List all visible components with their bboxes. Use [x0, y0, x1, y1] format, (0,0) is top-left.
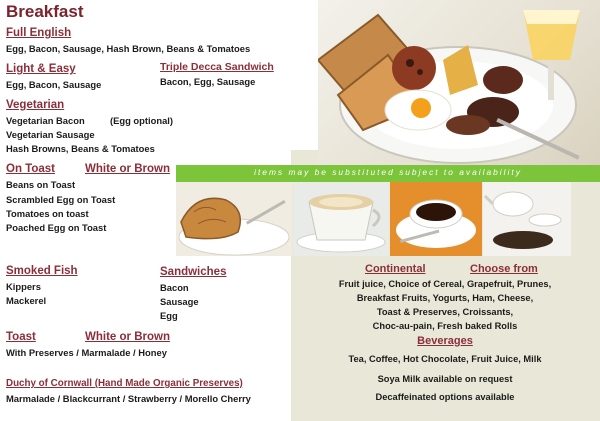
page-title: Breakfast [6, 2, 84, 21]
triple-decca-heading: Triple Decca Sandwich [160, 61, 274, 73]
toast-items: With Preserves / Marmalade / Honey [6, 347, 167, 358]
sandwiches-item: Egg [160, 310, 178, 321]
toast-heading: Toast [6, 331, 36, 343]
light-easy-heading: Light & Easy [6, 63, 76, 75]
availability-banner [176, 165, 600, 182]
on-toast-item: Poached Egg on Toast [6, 222, 107, 233]
on-toast-subheading: White or Brown [85, 163, 170, 175]
on-toast-item: Tomatoes on toast [6, 208, 89, 219]
duchy-items: Marmalade / Blackcurrant / Strawberry / Morello Cherry [6, 393, 251, 404]
sandwiches-item: Bacon [160, 282, 189, 293]
full-english-heading: Full English [6, 27, 72, 39]
continental-heading: Continental [365, 263, 426, 275]
continental-line: Choc-au-pain, Fresh baked Rolls [372, 321, 518, 331]
light-easy-items: Egg, Bacon, Sausage [6, 79, 102, 90]
smoked-fish-item: Mackerel [6, 295, 47, 306]
continental-subheading: Choose from [470, 263, 538, 275]
cappuccino-photo [293, 182, 389, 256]
sandwiches-item: Sausage [160, 296, 199, 307]
duchy-heading: Duchy of Cornwall (Hand Made Organic Preserves) [6, 378, 243, 389]
on-toast-item: Beans on Toast [6, 179, 76, 190]
full-breakfast-photo [318, 0, 600, 168]
continental-line: Breakfast Fruits, Yogurts, Ham, Cheese, [356, 293, 534, 303]
sandwiches-heading: Sandwiches [160, 266, 227, 278]
continental-line: Fruit juice, Choice of Cereal, Grapefruit, Prunes, [338, 279, 552, 289]
vegetarian-line-2: Vegetarian Sausage [6, 129, 95, 140]
vegetarian-line-1: Vegetarian Bacon [6, 115, 85, 126]
on-toast-item: Scrambled Egg on Toast [6, 194, 116, 205]
on-toast-heading: On Toast [6, 163, 55, 175]
smoked-fish-item: Kippers [6, 281, 41, 292]
vegetarian-line-3: Hash Browns, Beans & Tomatoes [6, 143, 155, 154]
continental-line: Toast & Preserves, Croissants, [376, 307, 514, 317]
full-english-items: Egg, Bacon, Sausage, Hash Brown, Beans & Tomatoes [6, 43, 251, 54]
toast-subheading: White or Brown [85, 331, 170, 343]
triple-decca-items: Bacon, Egg, Sausage [160, 76, 256, 87]
espresso-photo [390, 182, 482, 256]
teapot-photo [483, 182, 571, 256]
beverages-line: Tea, Coffee, Hot Chocolate, Fruit Juice, Milk [348, 354, 542, 364]
beverages-heading: Beverages [417, 335, 473, 347]
beverages-line: Soya Milk available on request [377, 374, 513, 384]
beverages-line: Decaffeinated options available [375, 392, 515, 402]
croissant-photo [176, 182, 292, 256]
vegetarian-heading: Vegetarian [6, 99, 65, 111]
vegetarian-note: (Egg optional) [110, 115, 174, 126]
banner-text: items may be substituted subject to availability [254, 167, 522, 177]
smoked-fish-heading: Smoked Fish [6, 265, 78, 277]
